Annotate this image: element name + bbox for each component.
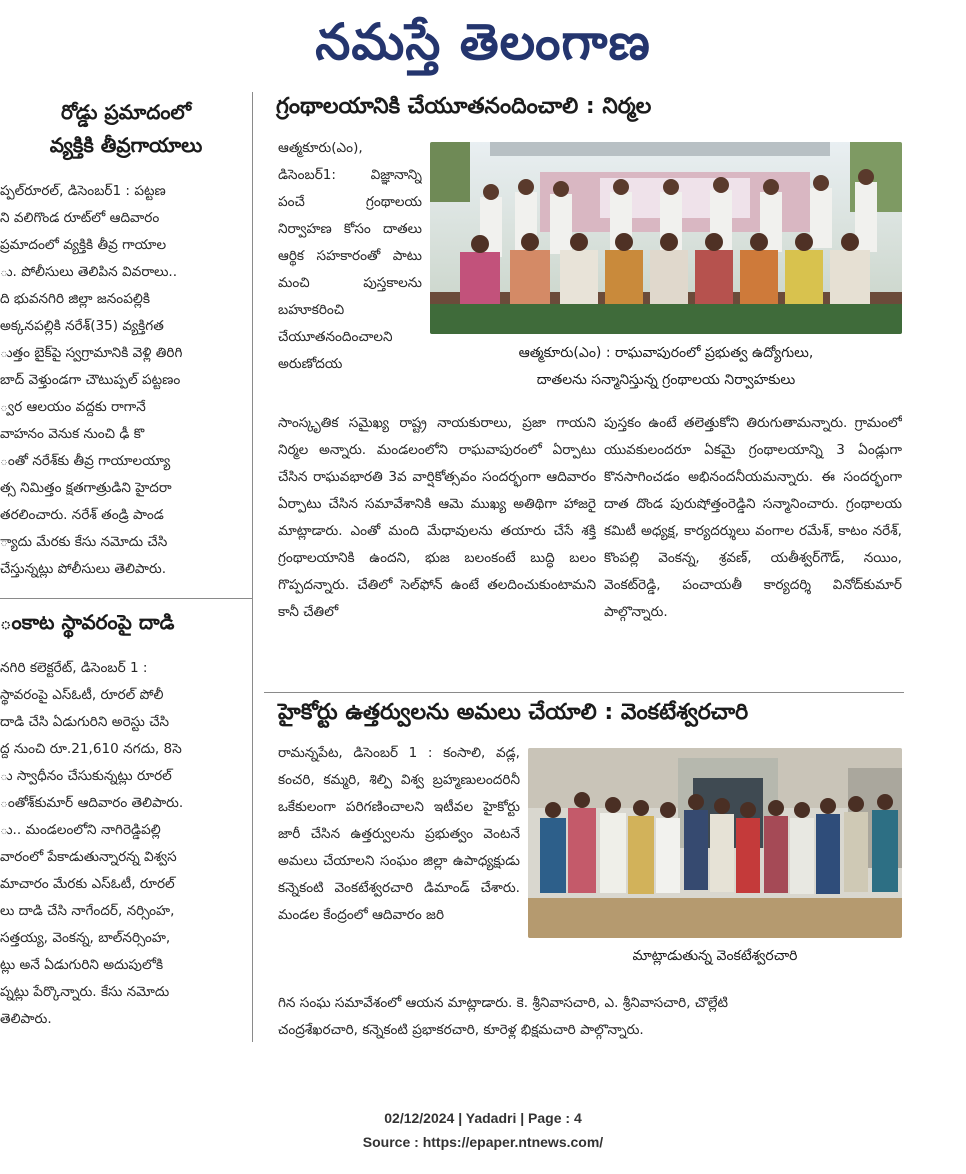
article1-column-2 — [604, 410, 902, 688]
left-story-2-line: ు స్వాధీనం చేసుకున్నట్లు రూరల్ — [0, 768, 172, 784]
left-story-1-line: ప్రమాదంలో వ్యక్తికి తీవ్ర గాయాల — [0, 237, 167, 253]
left-story-2-line: వారంలో పేకాడుతున్నారన్న విశ్వస — [0, 849, 177, 865]
article1-lead-paragraph: ఆత్మకూరు(ఎం), డిసెంబర్1: విజ్ఞానాన్ని పంచే గ్రంథాలయ నిర్వాహణ కోసం దాతలు ఆర్థిక సహకారంతో పాటు మంచి పుస్తకాలను బహూకరించి చేయూతనందించాలని అరుణోదయ — [278, 140, 422, 372]
left-headline-1-line-1: రోడ్డు ప్రమాదంలో — [60, 100, 192, 124]
left-story-2-line: తెలిపారు. — [0, 1011, 52, 1027]
left-story-2-line: దాడి చేసి ఏడుగురిని అరెస్టు చేసి — [0, 714, 170, 730]
left-story-divider — [0, 598, 252, 599]
article1-column-1-text: సాంస్కృతిక సమైఖ్య రాష్ట్ర నాయకురాలు, ప్రజా గాయని నిర్మల అన్నారు. మండలంలోని రాఘవాపురంలో ఏర్పాటు చేసిన రాఘవభారతి 3వ వార్షికోత్సవం సందర్భంగా ఆదివారం ఏర్పాటు చేసిన సమావేశానికి ఆమె ముఖ్య అతిథిగా హాజరై మాట్లాడారు. ఎంతో మంది మేధావులను తయారు చేసే శక్తి గ్రంథాలయానికి ఉందని, భుజ బలంకంటే బుద్ధి బలం గొప్పదన్నారు. చేతిలో సెల్‌ఫోన్ ఉంటే తలదించుకుంటామని కానీ చేతిలో — [278, 415, 596, 620]
article1-photo — [430, 142, 902, 334]
article1-headline: గ్రంథాలయానికి చేయూతనందించాలి : నిర్మల — [276, 94, 652, 119]
left-story-1-line: ్వర ఆలయం వద్దకు రాగానే — [0, 399, 146, 415]
group-standing-photo — [528, 748, 902, 938]
footer-source: Source : https://epaper.ntnews.com/ — [362, 1134, 604, 1150]
left-story-2-line: స్థావరంపై ఎస్ఓటీ, రూరల్ పోలీ — [0, 687, 164, 703]
left-story-1-line: అక్కనపల్లికి నరేశ్(35) వ్యక్తిగత — [0, 318, 164, 334]
article1-caption — [430, 340, 902, 394]
left-story-1-line: బాద్ వెళ్తుండగా చౌటుప్పల్ పట్టణం — [0, 372, 181, 388]
left-story-1-line: వాహనం వెనుక నుంచి ఢీ కొ — [0, 426, 145, 442]
column-divider — [252, 92, 253, 1042]
left-story-2-line: మాచారం మేరకు ఎస్ఓటీ, రూరల్ — [0, 876, 175, 892]
left-story-2-line: నగిరి కలెక్టరేట్, డిసెంబర్ 1 : — [0, 660, 148, 676]
article-divider — [264, 692, 904, 693]
left-story-1-line: తరలించారు. నరేశ్ తండ్రి పాండ — [0, 507, 164, 523]
left-story-2-line: ంతోశ్‌కుమార్ ఆదివారం తెలిపారు. — [0, 795, 184, 811]
left-story-1 — [0, 178, 244, 598]
article1-column-2-text: పుస్తకం ఉంటే తలెత్తుకోని తిరుగుతామన్నారు. గ్రామంలో యువకులందరూ ఏకమై గ్రంథాలయాన్ని 3 ఏండ్లుగా కొనసాగించడం అభినందనీయమన్నారు. ఈ సందర్భంగా దాత దొండ పురుషోత్తంరెడ్డిని సన్మానించారు. గ్రంథాలయ కమిటీ అధ్యక్ష, కార్యదర్శులు వంగాల రమేశ్, కాటం నరేశ్, కొంపల్లి వెంకన్న, శ్రవణ్, యతీశ్వర్‌గౌడ్, నయిం, వెంకట్‌రెడ్డి, పంచాయతీ కార్యదర్శి వినోద్‌కుమార్ పాల్గొన్నారు. — [604, 415, 902, 620]
left-story-2-line: ట్లు అనే ఏడుగురిని అదుపులోకి — [0, 957, 164, 973]
article2-caption: మాట్లాడుతున్న వెంకటేశ్వరచారి — [632, 948, 798, 964]
left-story-2 — [0, 655, 244, 1040]
left-story-1-line: ్యాదు మేరకు కేసు నమోదు చేసి — [0, 534, 168, 550]
article2-photo — [528, 748, 902, 938]
left-story-1-line: ది భువనగిరి జిల్లా జనంపల్లికి — [0, 291, 150, 307]
left-story-2-line: సత్తయ్య, వెంకన్న, బాల్‌నర్సింహ, — [0, 930, 171, 946]
article2-full-width-text — [278, 990, 902, 1044]
left-story-1-line: ు. పోలీసులు తెలిపిన వివరాలు.. — [0, 264, 178, 280]
article2-full-line-1: గిన సంఘ సమావేశంలో ఆయన మాట్లాడారు. కె. శ్రీనివాసచారి, ఎ. శ్రీనివాసచారి, చొల్లేటి — [278, 995, 729, 1011]
left-story-2-line: ప్నట్లు పేర్కొన్నారు. కేసు నమోదు — [0, 984, 170, 1000]
masthead: నమస్తే తెలంగాణ — [315, 13, 651, 71]
left-headline-1-line-2: వ్యక్తికి తీవ్రగాయాలు — [49, 133, 203, 157]
article2-lead-text — [278, 740, 520, 990]
left-story-1-line: త్స నిమిత్తం క్షతగాత్రుడిని హైదరా — [0, 480, 172, 496]
article2-headline: హైకోర్టు ఉత్తర్వులను అమలు చేయాలి : వెంకటేశ్వరచారి — [278, 700, 749, 725]
left-story-1-line: చేస్తున్నట్లు పోలీసులు తెలిపారు. — [0, 561, 167, 577]
left-story-2-line: ద్ద నుంచి రూ.21,610 నగదు, 8సె — [0, 741, 182, 757]
left-headline-1 — [0, 96, 252, 162]
article1-column-1 — [278, 410, 596, 688]
left-story-1-line: ుత్తం బైక్‌పై స్వగ్రామానికి వెళ్లి తిరిగి — [0, 345, 183, 361]
article1-caption-line-2: దాతలను సన్మానిస్తున్న గ్రంథాలయ నిర్వాహకులు — [536, 372, 796, 388]
article1-caption-line-1: ఆత్మకూరు(ఎం) : రాఘవాపురంలో ప్రభుత్వ ఉద్యోగులు, — [518, 345, 814, 361]
left-story-1-line: ని వలిగొండ రూట్‌లో ఆదివారం — [0, 210, 160, 226]
article2-lead-paragraph: రామన్నపేట, డిసెంబర్ 1 : కంసాలి, వడ్ల, కంచరి, కమ్మరి, శిల్పి విశ్వ బ్రహ్మణులందరినీ ఒకేకులంగా పరిగణించాలని ఇటీవల హైకోర్టు జారీ చేసిన ఉత్తర్వులను ప్రభుత్వం వెంటనే అమలు చేయాలని సంఘం జిల్లా ఉపాధ్యక్షుడు కన్నెకంటి వెంకటేశ్వరచారి డిమాండ్ చేశారు. మండల కేంద్రంలో ఆదివారం జరి — [278, 745, 520, 923]
left-story-2-line: లు దాడి చేసి నాగేందర్, నర్సింహ, — [0, 903, 175, 919]
left-story-2-line: ు.. మండలంలోని నాగిరెడ్డిపల్లి — [0, 822, 161, 838]
left-story-1-line: ంతో నరేశ్‌కు తీవ్ర గాయాలయ్యా — [0, 453, 171, 469]
left-headline-2: ంకాట స్థావరంపై దాడి — [0, 610, 175, 634]
article2-full-line-2: చంద్రశేఖరచారి, కన్నెకంటి ప్రభాకరచారి, కూరెళ్ల భిక్షమచారి పాల్గొన్నారు. — [278, 1022, 644, 1038]
left-story-1-line: ప్పల్‌రూరల్, డిసెంబర్1 : పట్టణ — [0, 183, 166, 199]
article1-lead-text — [278, 135, 422, 410]
group-felicitation-photo — [430, 142, 902, 334]
footer-date-edition: 02/12/2024 | Yadadri | Page : 4 — [384, 1110, 582, 1126]
